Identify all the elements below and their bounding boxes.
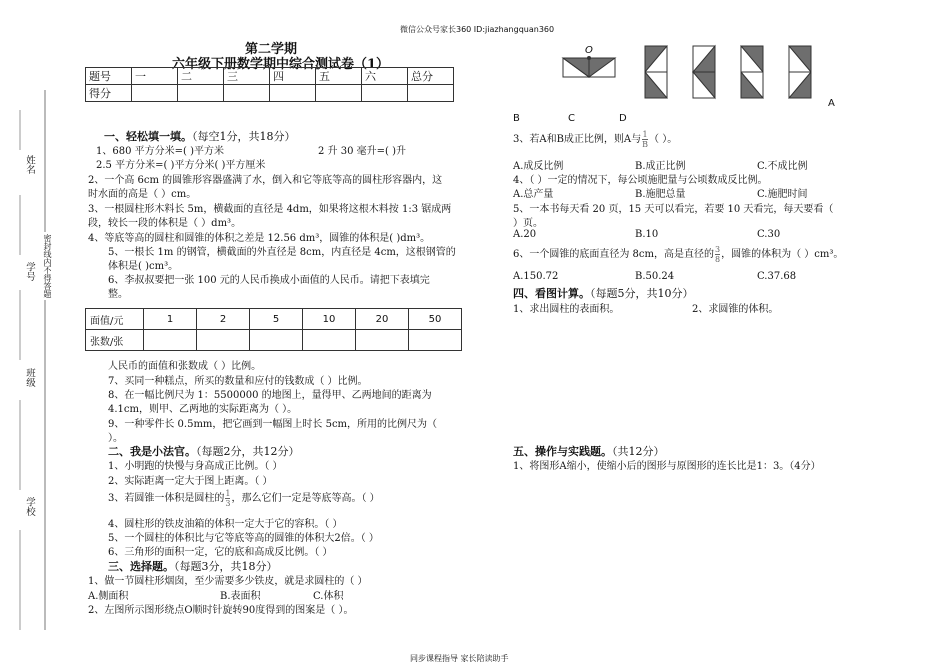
binding-name-label: 姓名 bbox=[24, 155, 35, 174]
s2-item3 bbox=[108, 489, 380, 508]
s1-q8b: 4.1cm，则甲、乙两地的实际距离为（ ）。 bbox=[108, 404, 298, 415]
money-row2-label: 张数/张 bbox=[86, 330, 144, 351]
s3-q5a: 5、一本书每天看 20 页，15 天可以看完，若要 10 天看完，每天要看（ bbox=[513, 204, 834, 215]
score-header-cell: 四 bbox=[270, 68, 316, 85]
s2-item6: 6、三角形的面积一定，它的底和高成反比例。（ ） bbox=[108, 547, 333, 558]
fraction-denominator: 8 bbox=[715, 255, 721, 264]
s1-q9b: ）。 bbox=[108, 433, 123, 444]
s1-q2b: 时水面的高是（ ）cm。 bbox=[88, 189, 197, 200]
header-watermark: 微信公众号家长360 ID:jiazhangquan360 bbox=[400, 25, 555, 34]
s3-q3-option-a: A.成反比例 bbox=[513, 161, 564, 172]
s3-q1: 1、做一节圆柱形烟囱，至少需要多少铁皮，就是求圆柱的（ ） bbox=[88, 576, 368, 587]
section5-title: 五、操作与实践题。 bbox=[513, 445, 612, 458]
title-line2: 六年级下册数学期中综合测试卷（1） bbox=[172, 57, 390, 72]
money-row-counts bbox=[86, 330, 462, 351]
footer-text: 同步课程指导 家长陪读助手 bbox=[410, 654, 509, 663]
score-cell[interactable] bbox=[132, 85, 178, 102]
fraction-numerator: 1 bbox=[225, 489, 231, 498]
s3-q3-option-c: C.不成比例 bbox=[757, 161, 808, 172]
s3-q3 bbox=[513, 130, 677, 149]
section3-note: （每题3分，共18分） bbox=[174, 560, 278, 573]
s4-q1: 1、求出圆柱的表面积。 bbox=[513, 304, 620, 315]
figure-label-b: B bbox=[513, 113, 520, 124]
s3-q3-end: （ ）。 bbox=[649, 134, 678, 145]
score-table-header-row bbox=[86, 68, 454, 85]
s3-q3-fraction bbox=[642, 130, 648, 149]
fraction-numerator: 3 bbox=[715, 245, 721, 254]
s1-q1a: 1、680 平方分米=( )平方米 bbox=[96, 146, 224, 157]
s1-q4: 4、等底等高的圆柱和圆锥的体积之差是 12.56 dm³，圆锥的体积是( )dm³。 bbox=[88, 233, 431, 244]
s3-q3-option-b: B.成正比例 bbox=[635, 161, 686, 172]
section3-title: 三、选择题。 bbox=[108, 560, 174, 573]
money-table bbox=[85, 308, 462, 351]
score-cell[interactable] bbox=[362, 85, 408, 102]
s3-q5-option-c: C.30 bbox=[757, 229, 781, 240]
s1-q5a: 5、一根长 1m 的钢管，横截面的外直径是 8cm，内直径是 4cm，这根钢管的 bbox=[108, 247, 456, 258]
s2-item3-start: 3、若圆锥一体积是圆柱的 bbox=[108, 493, 225, 504]
score-header-cell: 题号 bbox=[86, 68, 132, 85]
fraction-denominator: 3 bbox=[225, 499, 231, 508]
s3-q6-start: 6、一个圆锥的底面直径为 8cm，高是直径的 bbox=[513, 249, 714, 260]
s2-item1: 1、小明跑的快慢与身高成正比例。（ ） bbox=[108, 461, 283, 472]
rotation-figure bbox=[560, 44, 820, 104]
s3-q2: 2、左图所示图形绕点O顺时针旋转90度得到的图案是（ ）。 bbox=[88, 605, 354, 616]
s3-q6-end: ，圆锥的体积为（ ）cm³。 bbox=[721, 249, 844, 260]
score-row-label: 得分 bbox=[86, 85, 132, 102]
s3-q6-option-c: C.37.68 bbox=[757, 271, 797, 282]
s2-item2: 2、实际距离一定大于图上距离。（ ） bbox=[108, 476, 273, 487]
section1-title: 一、轻松填一填。 bbox=[104, 130, 192, 143]
money-row-values bbox=[86, 309, 462, 330]
money-count-cell[interactable] bbox=[250, 330, 303, 351]
score-header-cell: 六 bbox=[362, 68, 408, 85]
s1-q8a: 8、在一幅比例尺为 1：5500000 的地图上，量得甲、乙两地间的距离为 bbox=[108, 390, 432, 401]
score-cell[interactable] bbox=[270, 85, 316, 102]
s3-q6-fraction bbox=[715, 245, 720, 264]
section1-note: （每空1分，共18分） bbox=[192, 130, 296, 143]
s3-q4-option-c: C.施肥时间 bbox=[757, 189, 808, 200]
option-a-shape bbox=[789, 46, 811, 98]
score-header-cell: 三 bbox=[224, 68, 270, 85]
binding-school-label: 学校 bbox=[24, 497, 35, 516]
s1-q1c: 2.5 平方分米=( )平方分米( )平方厘米 bbox=[96, 160, 266, 171]
s3-q4: 4、（ ）一定的情况下，每公顷施肥量与公顷数成反比例。 bbox=[513, 175, 768, 186]
section4-note: （每题5分，共10分） bbox=[590, 287, 694, 300]
s5-q1: 1、将图形A缩小，使缩小后的图形与原图形的连长比是1：3。（4分） bbox=[513, 461, 821, 472]
s3-q6-option-a: A.150.72 bbox=[513, 271, 559, 282]
s1-q9a: 9、一种零件长 0.5mm，把它画到一幅图上时长 5cm，所用的比例尺为（ bbox=[108, 419, 438, 430]
score-cell[interactable] bbox=[316, 85, 362, 102]
s3-q1-option-c: C.体积 bbox=[313, 591, 344, 602]
s3-q4-option-a: A.总产量 bbox=[513, 189, 554, 200]
binding-class-label: 班级 bbox=[24, 368, 35, 387]
s3-q1-option-b: B.表面积 bbox=[220, 591, 261, 602]
score-cell[interactable] bbox=[408, 85, 454, 102]
score-cell[interactable] bbox=[178, 85, 224, 102]
option-c-shape bbox=[693, 46, 715, 98]
money-value-cell: 10 bbox=[303, 309, 356, 330]
figure-point-o: O bbox=[585, 45, 593, 56]
binding-number-label: 学号 bbox=[24, 262, 35, 281]
money-count-cell[interactable] bbox=[356, 330, 409, 351]
money-value-cell: 5 bbox=[250, 309, 303, 330]
s1-q5b: 体积是( )cm³。 bbox=[108, 261, 179, 272]
s3-q5-option-b: B.10 bbox=[635, 229, 659, 240]
money-value-cell: 50 bbox=[409, 309, 462, 330]
figure-label-c: C bbox=[568, 113, 575, 124]
s2-item4: 4、圆柱形的铁皮油箱的体积一定大于它的容积。（ ） bbox=[108, 519, 343, 530]
section4-title: 四、看图计算。 bbox=[513, 287, 590, 300]
money-value-cell: 2 bbox=[197, 309, 250, 330]
section2-title: 二、我是小法官。 bbox=[108, 445, 196, 458]
s1-q7: 7、买同一种糕点，所买的数量和应付的钱数成（ ）比例。 bbox=[108, 376, 368, 387]
s3-q4-option-b: B.施肥总量 bbox=[635, 189, 686, 200]
s1-q2a: 2、一个高 6cm 的圆锥形容器盛满了水，倒入和它等底等高的圆柱形容器内，这 bbox=[88, 175, 443, 186]
fraction-numerator: 1 bbox=[642, 130, 648, 139]
score-header-cell: 二 bbox=[178, 68, 224, 85]
binding-warning: 密封线内不得答题 bbox=[43, 234, 52, 298]
money-count-cell[interactable] bbox=[144, 330, 197, 351]
score-table-score-row bbox=[86, 85, 454, 102]
money-count-cell[interactable] bbox=[303, 330, 356, 351]
binding-line bbox=[0, 0, 60, 671]
s3-q5b: ）页。 bbox=[513, 218, 543, 229]
s2-item3-end: ，那么它们一定是等底等高。（ ） bbox=[231, 493, 380, 504]
s2-item5: 5、一个圆柱的体积比与它等底等高的圆锥的体积大2倍。（ ） bbox=[108, 533, 379, 544]
s3-q3-start: 3、若A和B成正比例，则A与 bbox=[513, 134, 642, 145]
s3-q6 bbox=[513, 245, 843, 264]
s2-item3-fraction bbox=[225, 489, 230, 508]
money-value-cell: 1 bbox=[144, 309, 197, 330]
s3-q1-option-a: A.侧面积 bbox=[88, 591, 129, 602]
s1-q3b: 段，较长一段的体积是（ ）dm³。 bbox=[88, 218, 242, 229]
section4-heading bbox=[513, 285, 694, 301]
score-header-cell: 五 bbox=[316, 68, 362, 85]
score-header-cell: 一 bbox=[132, 68, 178, 85]
money-count-cell[interactable] bbox=[197, 330, 250, 351]
s1-q1b: 2 升 30 毫升=( )升 bbox=[318, 146, 406, 157]
s1-q6a: 6、李叔叔要把一张 100 元的人民币换成小面值的人民币。请把下表填完 bbox=[108, 275, 430, 286]
money-value-cell: 20 bbox=[356, 309, 409, 330]
original-shape bbox=[563, 57, 615, 78]
s3-q6-option-b: B.50.24 bbox=[635, 271, 675, 282]
figure-label-d: D bbox=[619, 113, 627, 124]
score-header-cell: 总分 bbox=[408, 68, 454, 85]
figure-label-a: A bbox=[828, 98, 835, 109]
option-d-shape bbox=[741, 46, 763, 98]
s3-q5-option-a: A.20 bbox=[513, 229, 537, 240]
option-b-shape bbox=[645, 46, 667, 98]
money-row1-label: 面值/元 bbox=[86, 309, 144, 330]
section5-note: （共12分） bbox=[612, 445, 665, 458]
fraction-denominator: B bbox=[642, 140, 649, 149]
score-table bbox=[85, 67, 454, 102]
s1-q6c: 人民币的面值和张数成（ ）比例。 bbox=[108, 361, 262, 372]
s1-q6b: 整。 bbox=[108, 289, 128, 300]
money-count-cell[interactable] bbox=[409, 330, 462, 351]
title-line1: 第二学期 bbox=[245, 42, 298, 57]
score-cell[interactable] bbox=[224, 85, 270, 102]
s1-q3a: 3、一根圆柱形木料长 5m，横截面的直径是 4dm，如果将这根木料按 1:3 锯成两 bbox=[88, 204, 452, 215]
s4-q2: 2、求圆锥的体积。 bbox=[692, 304, 779, 315]
section2-note: （每题2分，共12分） bbox=[196, 445, 300, 458]
